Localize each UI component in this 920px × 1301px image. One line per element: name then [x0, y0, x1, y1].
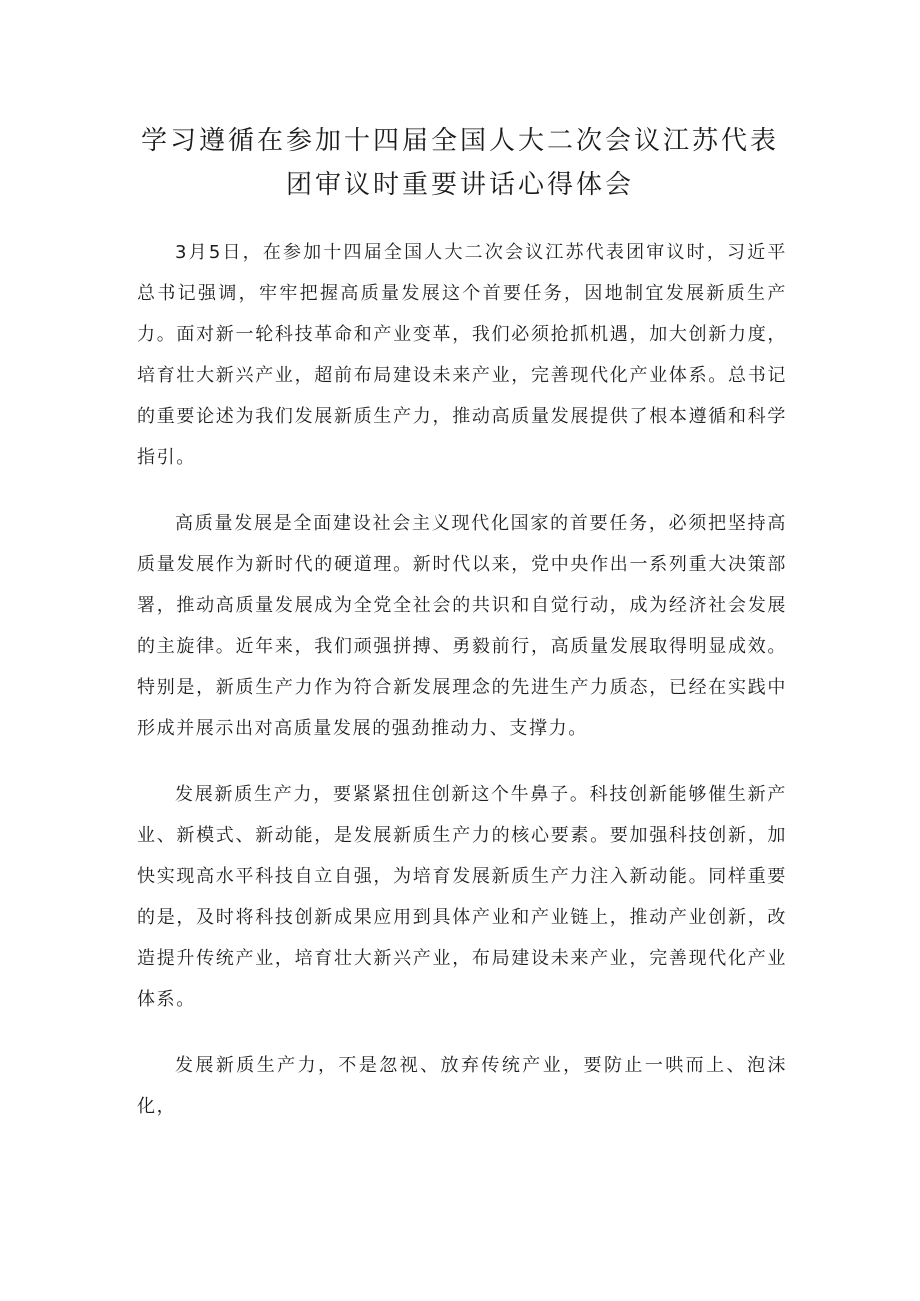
- paragraph-1: 3月5日，在参加十四届全国人大二次会议江苏代表团审议时，习近平总书记强调，牢牢把握高质量发展这个首要任务，因地制宜发展新质生产力。面对新一轮科技革命和产业变革，我们必须抢抓机遇，加大创新力度，培育壮大新兴产业，超前布局建设未来产业，完善现代化产业体系。总书记的重要论述为我们发展新质生产力，推动高质量发展提供了根本遵循和科学指引。: [137, 242, 787, 468]
- document-body: [137, 232, 787, 1152]
- title-line-1: 学习遵循在参加十四届全国人大二次会议江苏代表: [140, 126, 779, 156]
- document-title: [0, 119, 920, 207]
- title-line-2: 团审议时重要讲话心得体会: [285, 170, 634, 200]
- paragraph-3: 发展新质生产力，要紧紧扭住创新这个牛鼻子。科技创新能够催生新产业、新模式、新动能，是发展新质生产力的核心要素。要加强科技创新，加快实现高水平科技自立自强，为培育发展新质生产力注入新动能。同样重要的是，及时将科技创新成果应用到具体产业和产业链上，推动产业创新，改造提升传统产业，培育壮大新兴产业，布局建设未来产业，完善现代化产业体系。: [137, 784, 787, 1010]
- paragraph-4: 发展新质生产力，不是忽视、放弃传统产业，要防止一哄而上、泡沫化，: [137, 1055, 787, 1117]
- paragraph-2: 高质量发展是全面建设社会主义现代化国家的首要任务，必须把坚持高质量发展作为新时代的硬道理。新时代以来，党中央作出一系列重大决策部署，推动高质量发展成为全党全社会的共识和自觉行动，成为经济社会发展的主旋律。近年来，我们顽强拼搏、勇毅前行，高质量发展取得明显成效。特别是，新质生产力作为符合新发展理念的先进生产力质态，已经在实践中形成并展示出对高质量发展的强劲推动力、支撑力。: [137, 513, 787, 739]
